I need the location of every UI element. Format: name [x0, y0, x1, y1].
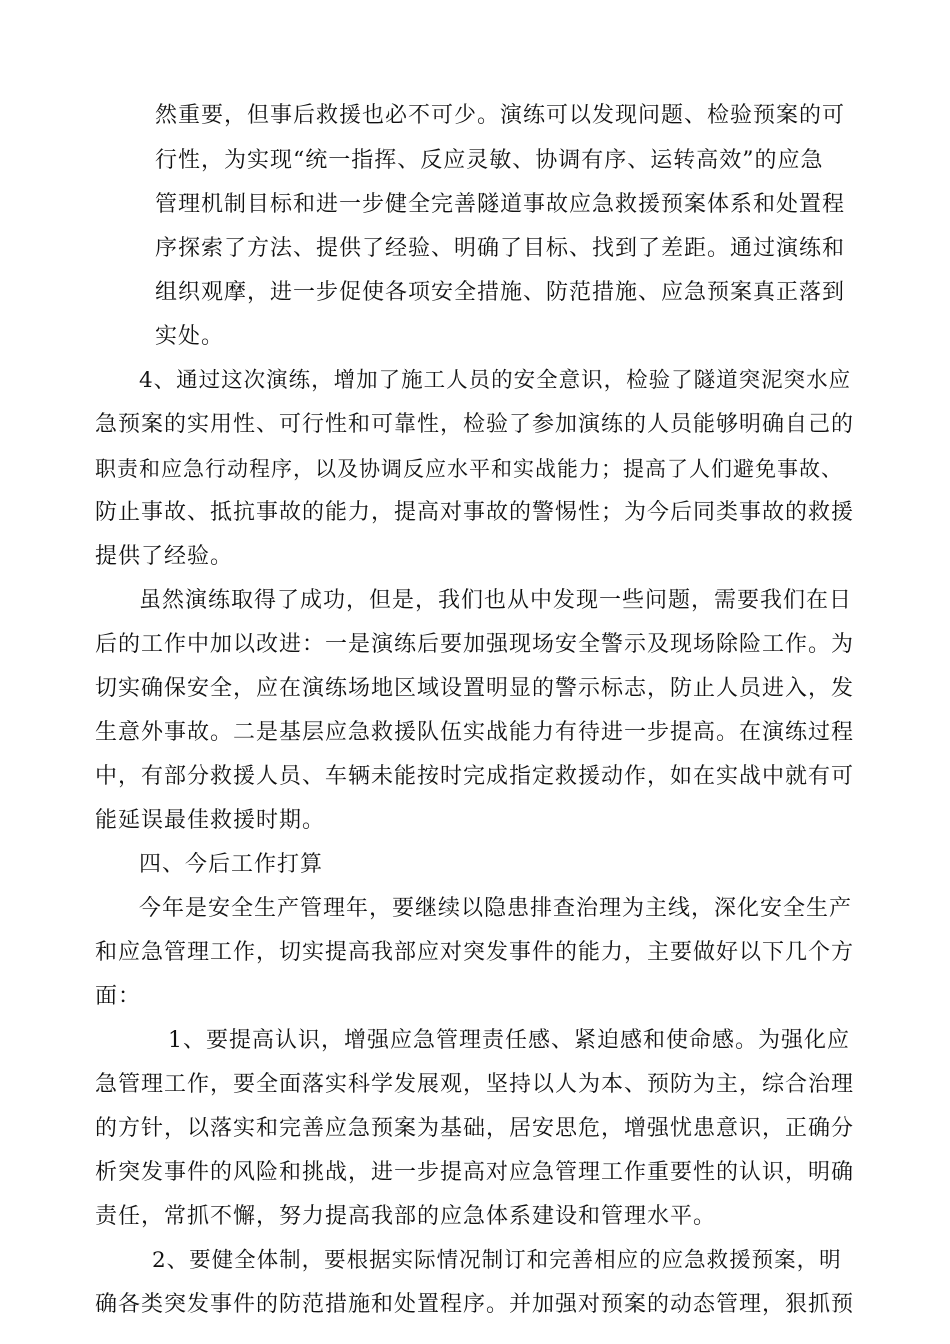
text-line: 急管理工作，要全面落实科学发展观，坚持以人为本、预防为主，综合治理	[95, 1072, 855, 1097]
section-heading: 四、今后工作打算	[139, 852, 324, 877]
text-line: 生意外事故。二是基层应急救援队伍实战能力有待进一步提高。在演练过程	[95, 720, 855, 745]
text-line: 析突发事件的风险和挑战，进一步提高对应急管理工作重要性的认识，明确	[95, 1160, 855, 1185]
text-line: 虽然演练取得了成功，但是，我们也从中发现一些问题，需要我们在日	[139, 588, 853, 613]
text-line: 组织观摩，进一步促使各项安全措施、防范措施、应急预案真正落到	[155, 280, 846, 305]
text-line: 实处。	[155, 324, 225, 349]
text-line: 序探索了方法、提供了经验、明确了目标、找到了差距。通过演练和	[155, 236, 846, 261]
text-line: 提供了经验。	[95, 544, 234, 569]
text-line: 然重要，但事后救援也必不可少。演练可以发现问题、检验预案的可	[155, 103, 846, 128]
text-line: 职责和应急行动程序，以及协调反应水平和实战能力；提高了人们避免事故、	[95, 457, 843, 481]
text-line: 急预案的实用性、可行性和可靠性，检验了参加演练的人员能够明确自己的	[95, 412, 855, 437]
text-line: 确各类突发事件的防范措施和处置程序。并加强对预案的动态管理，狠抓预	[95, 1292, 855, 1317]
text-line: 中，有部分救援人员、车辆未能按时完成指定救援动作，如在实战中就有可	[95, 764, 855, 789]
text-line: 切实确保安全，应在演练场地区域设置明显的警示标志，防止人员进入，发	[95, 676, 855, 701]
text-line: 和应急管理工作，切实提高我部应对突发事件的能力，主要做好以下几个方	[95, 940, 855, 965]
text-line: 今年是安全生产管理年，要继续以隐患排查治理为主线，深化安全生产	[139, 896, 853, 921]
text-line: 能延误最佳救援时期。	[95, 808, 326, 833]
text-line: 防止事故、抵抗事故的能力，提高对事故的警惕性；为今后同类事故的救援	[95, 500, 855, 525]
text-line: 行性，为实现“统一指挥、反应灵敏、协调有序、运转高效”的应急	[155, 148, 824, 173]
text-line: 4、通过这次演练，增加了施工人员的安全意识，检验了隧道突泥突水应	[139, 368, 852, 393]
text-line: 的方针，以落实和完善应急预案为基础，居安思危，增强忧患意识，正确分	[95, 1116, 855, 1141]
text-line: 2、要健全体制，要根据实际情况制订和完善相应的应急救援预案，明	[152, 1248, 842, 1273]
text-line: 后的工作中加以改进：一是演练后要加强现场安全警示及现场除险工作。为	[95, 632, 855, 657]
text-line: 责任，常抓不懈，努力提高我部的应急体系建设和管理水平。	[95, 1204, 717, 1229]
text-line: 管理机制目标和进一步健全完善隧道事故应急救援预案体系和处置程	[155, 192, 846, 217]
text-line: 面：	[95, 984, 142, 1009]
text-line: 1、要提高认识，增强应急管理责任感、紧迫感和使命感。为强化应	[168, 1028, 850, 1053]
